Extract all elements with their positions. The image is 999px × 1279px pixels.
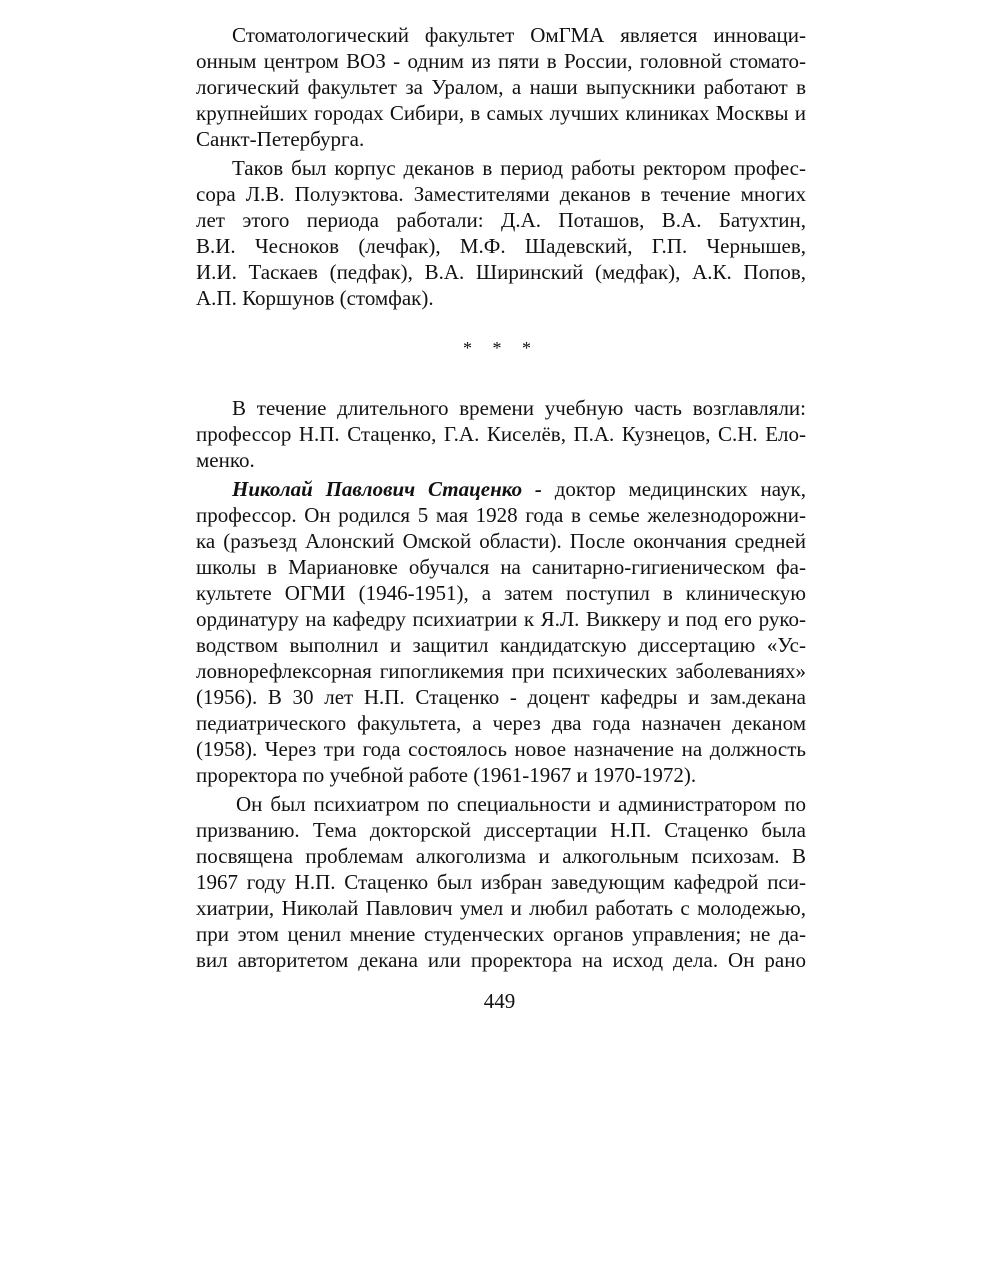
text-line: менко. (196, 448, 255, 472)
text-line: водством выполнил и защитил кандидатскую диссертацию «Ус- (196, 633, 806, 657)
text-line: И.И. Таскаев (педфак), В.А. Ширинский (медфак), А.К. Попов, (196, 260, 806, 284)
text-line: Он был психиатром по специальности и администратором по (236, 792, 806, 816)
text-line: проректора по учебной работе (1961-1967 и 1970-1972). (196, 763, 697, 787)
text-line: А.П. Коршунов (стомфак). (196, 286, 434, 310)
document-page (196, 22, 806, 973)
paragraph-stomatology-faculty (196, 22, 806, 152)
text-line: профессор Н.П. Стаценко, Г.А. Киселёв, П.А. Кузнецов, С.Н. Ело- (196, 422, 806, 446)
text-line: Стоматологический факультет ОмГМА является инноваци- (232, 23, 806, 47)
paragraph-academic-part-heads (196, 395, 806, 473)
text-fragment: доктор медицинских наук, (541, 477, 806, 501)
text-line (196, 476, 806, 502)
text-line: посвящена проблемам алкоголизма и алкогольным психозам. В (196, 844, 806, 868)
text-line: школы в Мариановке обучался на санитарно-гигиеническом фа- (196, 555, 806, 579)
text-line: ловнорефлексорная гипогликемия при психических заболеваниях» (196, 659, 806, 683)
text-line: 1967 году Н.П. Стаценко был избран заведующим кафедрой пси- (196, 870, 806, 894)
text-line: В течение длительного времени учебную часть возглавляли: (232, 396, 806, 420)
paragraph-deans-corps (196, 155, 806, 311)
text-line: хиатрии, Николай Павлович умел и любил работать с молодежью, (196, 896, 806, 920)
text-line: педиатрического факультета, а через два года назначен деканом (196, 711, 806, 735)
paragraph-statsenko-bio (196, 476, 806, 788)
text-line: (1956). В 30 лет Н.П. Стаценко - доцент кафедры и зам.декана (196, 685, 806, 709)
text-line: (1958). Через три года состоялось новое назначение на должность (196, 737, 806, 761)
text-line: сора Л.В. Полуэктова. Заместителями деканов в течение многих (196, 182, 806, 206)
text-line: при этом ценил мнение студенческих органов управления; не да- (196, 922, 806, 946)
text-line: ка (разъезд Алонский Омской области). После окончания средней (196, 529, 806, 553)
text-line: Санкт-Петербурга. (196, 127, 365, 151)
person-name: Николай Павлович Стаценко - (232, 477, 542, 501)
text-line: В.И. Чесноков (лечфак), М.Ф. Шадевский, Г.П. Чернышев, (196, 234, 806, 258)
section-separator: * * * (463, 338, 539, 358)
text-line: Таков был корпус деканов в период работы ректором профес- (232, 156, 806, 180)
text-line: крупнейших городах Сибири, в самых лучших клиниках Москвы и (196, 101, 806, 125)
text-line: лет этого периода работали: Д.А. Поташов, В.А. Батухтин, (196, 208, 806, 232)
text-line: ординатуру на кафедру психиатрии к Я.Л. Виккеру и под его руко- (196, 607, 806, 631)
text-line: онным центром ВОЗ - одним из пяти в России, головной стомато- (196, 49, 806, 73)
text-line: призванию. Тема докторской диссертации Н.П. Стаценко была (196, 818, 806, 842)
text-line: логический факультет за Уралом, а наши выпускники работают в (196, 75, 806, 99)
text-line: профессор. Он родился 5 мая 1928 года в семье железнодорожни- (196, 503, 806, 527)
page-number: 449 (483, 989, 516, 1013)
text-line: вил авторитетом декана или проректора на исход дела. Он рано (196, 948, 806, 972)
paragraph-psychiatrist-career (196, 791, 806, 973)
text-line: культете ОГМИ (1946-1951), а затем поступил в клиническую (196, 581, 806, 605)
